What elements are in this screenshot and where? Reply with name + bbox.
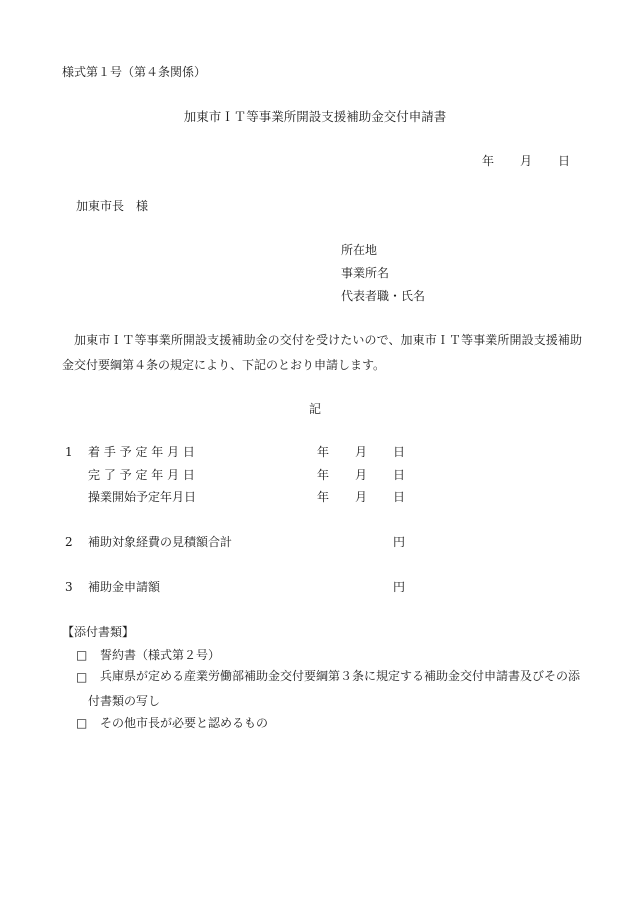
address-label: 所在地 — [341, 243, 378, 257]
date-year: 年 — [482, 154, 495, 168]
start-date-month: 月 — [355, 445, 368, 459]
attachments-heading: 【添付書類】 — [62, 625, 135, 639]
checkbox-icon: □ — [76, 648, 88, 662]
estimated-cost-unit: 円 — [393, 535, 406, 549]
start-date-label: 着 手 予 定 年 月 日 — [88, 445, 195, 459]
date-month: 月 — [520, 154, 533, 168]
completion-date-label: 完 了 予 定 年 月 日 — [88, 468, 195, 482]
document-title: 加東市ＩＴ等事業所開設支援補助金交付申請書 — [183, 109, 447, 124]
item1-number: 1 — [65, 445, 73, 459]
grant-amount-label: 補助金申請額 — [88, 580, 161, 594]
estimated-cost-label: 補助対象経費の見積額合計 — [88, 535, 233, 549]
operation-start-date-label: 操業開始予定年月日 — [88, 490, 197, 504]
completion-date-year: 年 — [317, 468, 330, 482]
operation-start-date-day: 日 — [393, 490, 406, 504]
body-paragraph: 加東市ＩＴ等事業所開設支援補助金の交付を受けたいので、加東市ＩＴ等事業所開設支援補助金交付要綱第４条の規定により、下記のとおり申請します。 — [62, 333, 582, 372]
office-name-label: 事業所名 — [341, 266, 390, 280]
grant-amount-unit: 円 — [393, 580, 406, 594]
operation-start-date-year: 年 — [317, 490, 330, 504]
start-date-day: 日 — [393, 445, 406, 459]
operation-start-date-month: 月 — [355, 490, 368, 504]
checkbox-icon: □ — [76, 716, 88, 730]
ki-heading: 記 — [308, 402, 321, 416]
checkbox-icon: □ — [76, 670, 88, 684]
start-date-year: 年 — [317, 445, 330, 459]
attachment-item: 誓約書（様式第２号） — [100, 648, 221, 662]
attachment-item: その他市長が必要と認めるもの — [100, 716, 269, 730]
addressee: 加東市長 様 — [76, 199, 149, 213]
completion-date-day: 日 — [393, 468, 406, 482]
completion-date-month: 月 — [355, 468, 368, 482]
item3-number: 3 — [65, 580, 73, 594]
attachment-item: 兵庫県が定める産業労働部補助金交付要綱第３条に規定する補助金交付申請書及びその添付書類の写し — [88, 669, 581, 708]
representative-label: 代表者職・氏名 — [341, 289, 426, 303]
form-number: 様式第１号（第４条関係） — [62, 65, 207, 79]
item2-number: 2 — [65, 535, 73, 549]
date-day: 日 — [558, 154, 571, 168]
